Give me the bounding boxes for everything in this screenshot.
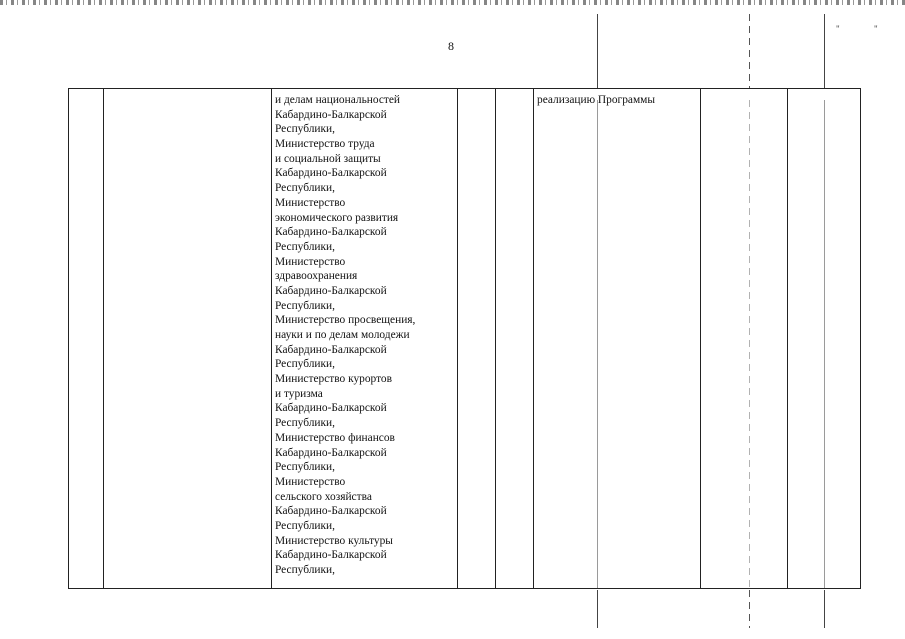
responsible-executor-line: Кабардино-Балкарской (275, 167, 387, 180)
column-border-6 (533, 88, 534, 589)
responsible-executor-line: и туризма (275, 387, 323, 400)
responsible-executor-line: Кабардино-Балкарской (275, 549, 387, 562)
fold-line-inside (597, 100, 598, 588)
column-border-4 (457, 88, 458, 589)
column-border-1 (68, 88, 69, 589)
fold-line-bottom (597, 590, 598, 628)
corner-mark-right: " (874, 24, 878, 34)
dashed-guide-inside (749, 100, 750, 588)
responsible-executors-cell (275, 93, 415, 578)
responsible-executor-line: Республики, (275, 564, 335, 576)
responsible-executor-line: Республики, (275, 182, 335, 195)
responsible-executor-line: Кабардино-Балкарской (275, 284, 387, 297)
column-border-8 (787, 88, 788, 589)
responsible-executor-line: Республики, (275, 519, 335, 532)
column-border-3 (271, 88, 272, 589)
responsible-executor-line: науки и по делам молодежи (275, 329, 410, 341)
responsible-executor-line: и социальной защиты (275, 152, 381, 165)
responsible-executor-line: сельского хозяйства (275, 490, 372, 503)
responsible-executor-line: Министерство (275, 196, 346, 209)
responsible-executor-line: экономического развития (275, 211, 399, 224)
responsible-executor-line: Республики, (275, 417, 335, 430)
scan-border-artifact (0, 0, 905, 5)
responsible-executor-line: Республики, (275, 299, 335, 312)
responsible-executor-line: Министерство (275, 255, 346, 268)
fold-line-right-inside (824, 100, 825, 588)
responsible-executor-line: Кабардино-Балкарской (275, 446, 387, 459)
responsible-executor-line: Республики, (275, 461, 335, 474)
responsible-executor-line: Министерство культуры (275, 534, 393, 547)
responsible-executor-line: Кабардино-Балкарской (275, 226, 387, 239)
table-top-border (68, 88, 861, 89)
responsible-executor-line: Кабардино-Балкарской (275, 505, 387, 518)
responsible-executor-line: Министерство просвещения, (275, 314, 416, 327)
dashed-guide-top (749, 14, 750, 88)
responsible-executor-line: здравоохранения (275, 270, 358, 283)
dashed-guide-bottom (749, 590, 750, 628)
responsible-executor-line: Кабардино-Балкарской (275, 108, 387, 121)
column-border-5 (495, 88, 496, 589)
responsible-executor-line: Министерство (275, 475, 346, 488)
corner-mark-left: " (836, 24, 840, 34)
responsible-executor-line: Республики, (275, 240, 335, 253)
responsible-executor-line: Министерство финансов (275, 431, 395, 444)
table-bottom-border (68, 588, 861, 589)
responsible-executor-line: Республики, (275, 123, 335, 136)
page-number: 8 (448, 39, 454, 53)
column-border-9 (860, 88, 861, 589)
fold-line-top (597, 14, 598, 88)
fold-line-right-bottom (824, 590, 825, 628)
responsible-executor-line: Кабардино-Балкарской (275, 343, 387, 356)
expected-result-cell: реализацию Программы (537, 94, 656, 106)
responsible-executor-line: Министерство труда (275, 138, 375, 151)
responsible-executor-line: Республики, (275, 358, 335, 371)
column-border-7 (700, 88, 701, 589)
responsible-executor-line: и делам национальностей (275, 94, 401, 106)
responsible-executor-line: Министерство курортов (275, 373, 392, 386)
responsible-executor-line: Кабардино-Балкарской (275, 402, 387, 415)
fold-line-right-top (824, 14, 825, 88)
column-border-2 (103, 88, 104, 589)
